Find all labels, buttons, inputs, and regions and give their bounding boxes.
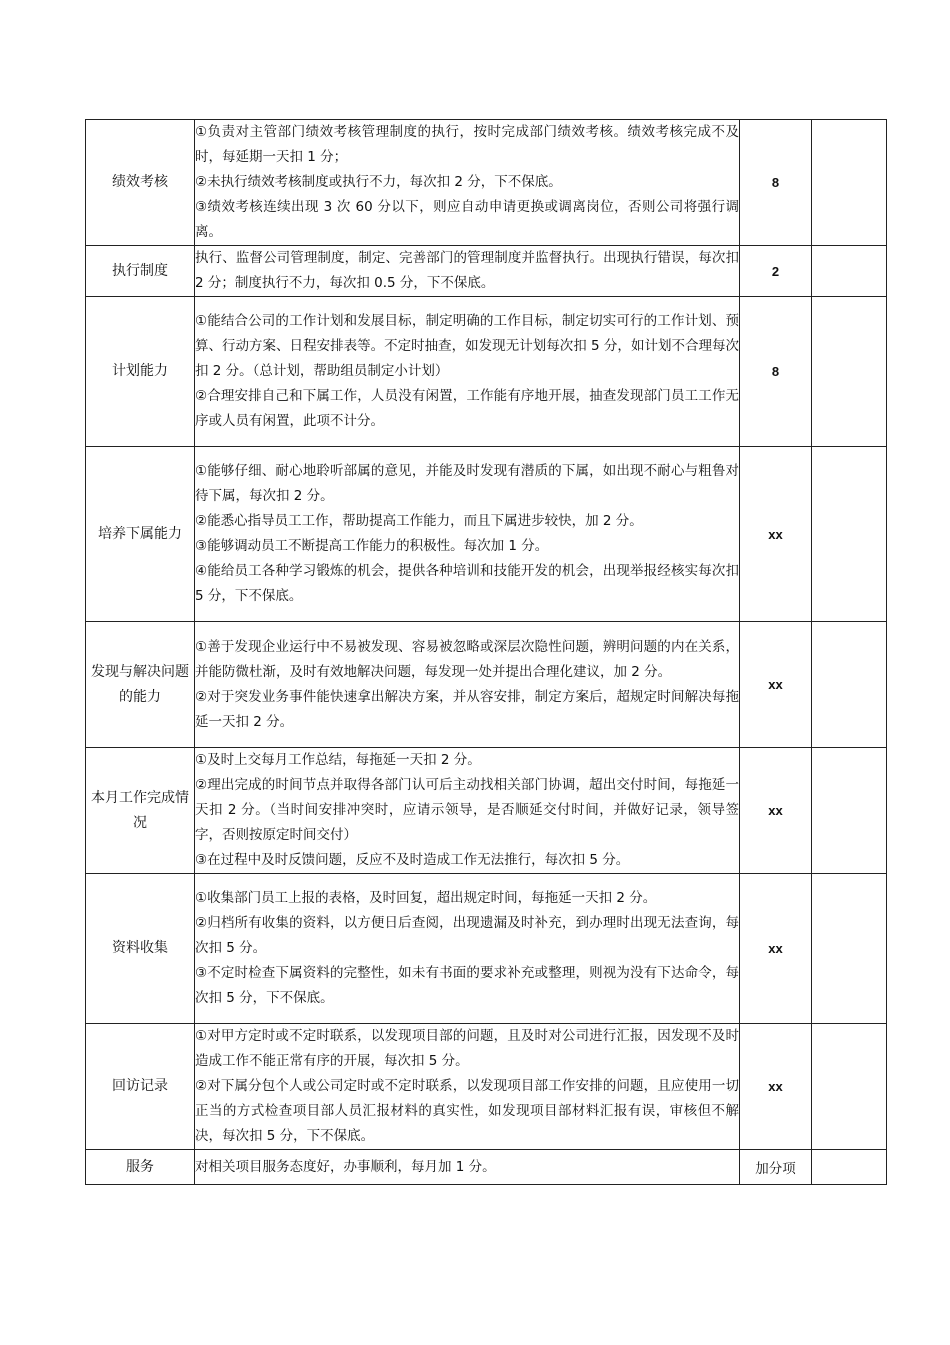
- item-description: [195, 874, 740, 1024]
- description-line: ③能够调动员工不断提高工作能力的积极性。每次加 1 分。: [195, 538, 549, 554]
- table-row: [86, 1150, 887, 1185]
- description-line: ①及时上交每月工作总结，每拖延一天扣 2 分。: [195, 752, 481, 768]
- score-cell: 加分项: [740, 1150, 812, 1185]
- description-line: ②对下属分包个人或公司定时或不定时联系，以发现项目部工作安排的问题，且应使用一切正当的方式检查项目部人员汇报材料的真实性，如发现项目部材料汇报有误，审核但不解决，每次扣 5 分，下不保底。: [195, 1078, 739, 1144]
- table-row: [86, 246, 887, 297]
- description-line: ②对于突发业务事件能快速拿出解决方案，并从容安排，制定方案后，超规定时间解决每拖延一天扣 2 分。: [195, 688, 739, 730]
- description-line: ①能结合公司的工作计划和发展目标，制定明确的工作目标，制定切实可行的工作计划、预算、行动方案、日程安排表等。不定时抽查，如发现无计划每次扣 5 分，如计划不合理每次扣 2 分。（总计划，帮助组员制定小计划）: [195, 313, 739, 379]
- score-cell: xx: [740, 1024, 812, 1150]
- item-name: 执行制度: [86, 246, 195, 297]
- description-line: ③在过程中及时反馈问题，反应不及时造成工作无法推行，每次扣 5 分。: [195, 852, 630, 868]
- empty-cell: [812, 246, 887, 297]
- table-row: [86, 447, 887, 622]
- empty-cell: [812, 622, 887, 748]
- item-description: [195, 748, 740, 874]
- item-name: 绩效考核: [86, 120, 195, 246]
- empty-cell: [812, 1150, 887, 1185]
- item-description: [195, 120, 740, 246]
- item-name: 资料收集: [86, 874, 195, 1024]
- description-line: 对相关项目服务态度好，办事顺利，每月加 1 分。: [195, 1158, 496, 1175]
- item-description: [195, 297, 740, 447]
- description-line: ②合理安排自己和下属工作，人员没有闲置，工作能有序地开展，抽查发现部门员工工作无序或人员有闲置，此项不计分。: [195, 388, 739, 429]
- description-line: 执行、监督公司管理制度，制定、完善部门的管理制度并监督执行。出现执行错误，每次扣 2 分；制度执行不力，每次扣 0.5 分，下不保底。: [195, 250, 739, 291]
- item-name: 培养下属能力: [86, 447, 195, 622]
- empty-cell: [812, 1024, 887, 1150]
- item-description: [195, 447, 740, 622]
- empty-cell: [812, 120, 887, 246]
- empty-cell: [812, 297, 887, 447]
- description-line: ①善于发现企业运行中不易被发现、容易被忽略或深层次隐性问题，辨明问题的内在关系，并能防微杜渐，及时有效地解决问题，每发现一处并提出合理化建议，加 2 分。: [195, 638, 739, 680]
- score-cell: 8: [740, 120, 812, 246]
- description-line: ②理出完成的时间节点并取得各部门认可后主动找相关部门协调，超出交付时间，每拖延一天扣 2 分。（当时间安排冲突时，应请示领导，是否顺延交付时间，并做好记录，领导签字，否则按原定时间交付）: [195, 777, 739, 843]
- item-name: 服务: [86, 1150, 195, 1185]
- table-row: [86, 120, 887, 246]
- assessment-table: [85, 119, 887, 1185]
- description-line: ①收集部门员工上报的表格，及时回复，超出规定时间，每拖延一天扣 2 分。: [195, 890, 657, 906]
- description-line: ③不定时检查下属资料的完整性，如未有书面的要求补充或整理，则视为没有下达命令，每次扣 5 分，下不保底。: [195, 965, 739, 1006]
- description-line: ②归档所有收集的资料，以方便日后查阅，出现遗漏及时补充，到办理时出现无法查询，每次扣 5 分。: [195, 915, 739, 956]
- item-description: [195, 1150, 740, 1185]
- item-description: [195, 246, 740, 297]
- description-line: ①能够仔细、耐心地聆听部属的意见，并能及时发现有潜质的下属，如出现不耐心与粗鲁对待下属，每次扣 2 分。: [195, 463, 739, 504]
- description-line: ③绩效考核连续出现 3 次 60 分以下，则应自动申请更换或调离岗位，否则公司将强行调离。: [195, 199, 739, 240]
- table-row: [86, 622, 887, 748]
- item-name: 回访记录: [86, 1024, 195, 1150]
- item-name: 发现与解决问题的能力: [86, 622, 195, 748]
- item-description: [195, 1024, 740, 1150]
- empty-cell: [812, 447, 887, 622]
- description-line: ①负责对主管部门绩效考核管理制度的执行，按时完成部门绩效考核。绩效考核完成不及时，每延期一天扣 1 分；: [195, 124, 739, 165]
- description-line: ①对甲方定时或不定时联系，以发现项目部的问题，且及时对公司进行汇报，因发现不及时造成工作不能正常有序的开展，每次扣 5 分。: [195, 1028, 739, 1069]
- table-row: [86, 874, 887, 1024]
- score-cell: xx: [740, 748, 812, 874]
- empty-cell: [812, 874, 887, 1024]
- description-line: ④能给员工各种学习锻炼的机会，提供各种培训和技能开发的机会，出现举报经核实每次扣 5 分，下不保底。: [195, 563, 739, 604]
- score-cell: xx: [740, 874, 812, 1024]
- score-cell: xx: [740, 622, 812, 748]
- item-description: [195, 622, 740, 748]
- score-cell: 8: [740, 297, 812, 447]
- table-row: [86, 297, 887, 447]
- item-name: 本月工作完成情况: [86, 748, 195, 874]
- table-row: [86, 1024, 887, 1150]
- description-line: ②未执行绩效考核制度或执行不力，每次扣 2 分，下不保底。: [195, 174, 562, 190]
- score-cell: xx: [740, 447, 812, 622]
- item-name: 计划能力: [86, 297, 195, 447]
- score-cell: 2: [740, 246, 812, 297]
- table-row: [86, 748, 887, 874]
- empty-cell: [812, 748, 887, 874]
- description-line: ②能悉心指导员工工作，帮助提高工作能力，而且下属进步较快，加 2 分。: [195, 513, 643, 529]
